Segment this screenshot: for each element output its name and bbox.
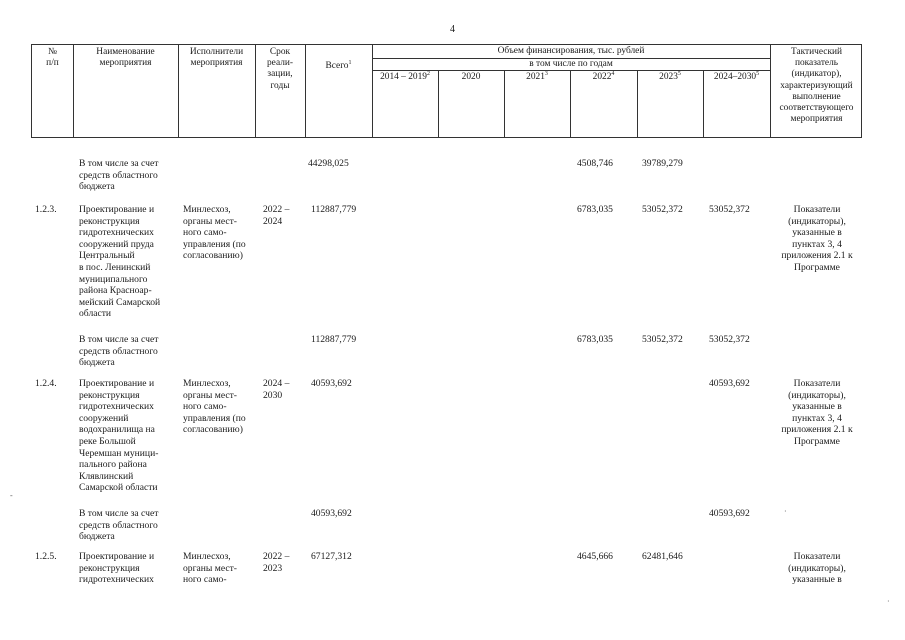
row-exec: Минлесхоз, органы мест- ного само- [183, 551, 237, 586]
row-total: 112887,779 [311, 334, 357, 345]
header-name: Наименование мероприятия [96, 47, 155, 69]
row-no: 1.2.5. [35, 551, 57, 562]
row-indicator: Показатели (индикаторы), указанные в пунктах 3, 4 приложения 2.1 к Программе [781, 378, 853, 447]
row-total: 67127,312 [311, 551, 352, 562]
row-2022: 4645,666 [577, 551, 613, 562]
header-year-2014: 2014 – 2019$^2$ [380, 71, 430, 82]
row-2024-2030: 53052,372 [709, 334, 750, 345]
row-term: 2022 – 2023 [263, 551, 290, 574]
scan-speck: · [784, 507, 787, 516]
row-2023: 39789,279 [642, 158, 683, 169]
row-2023: 53052,372 [642, 204, 683, 215]
row-total: 44298,025 [308, 158, 349, 169]
scan-speck: · [887, 597, 890, 606]
row-2022: 6783,035 [577, 204, 613, 215]
row-2023: 62481,646 [642, 551, 683, 562]
header-term: Срок реали- зации, годы [266, 47, 294, 91]
row-no: 1.2.4. [35, 378, 57, 389]
row-2024-2030: 40593,692 [709, 508, 750, 519]
header-total: Всего$^1$ [325, 60, 352, 71]
header-year-2023: 2023$^5$ [659, 71, 681, 82]
row-total: 112887,779 [311, 204, 357, 215]
header-year-2024-2030: 2024–2030$^5$ [713, 71, 760, 82]
header-by-years: в том числе по годам [529, 59, 613, 69]
page-number: 4 [450, 24, 455, 35]
row-term: 2022 – 2024 [263, 204, 290, 227]
row-2023: 53052,372 [642, 334, 683, 345]
row-name: Проектирование и реконструкция гидротехнических [79, 551, 155, 586]
header-year-2022: 2022$^4$ [592, 71, 615, 82]
header-exec: Исполнители мероприятия [189, 47, 244, 69]
row-2022: 6783,035 [577, 334, 613, 345]
row-2022: 4508,746 [577, 158, 613, 169]
header-year-2020: 2020 [461, 72, 481, 82]
row-name: Проектирование и реконструкция гидротехнических сооружений пруда Центральный в пос. Ленинский муниципального района Красноар- мейский Самарской области [79, 204, 161, 320]
row-indicator: Показатели (индикаторы), указанные в [788, 551, 846, 586]
row-exec: Минлесхоз, органы мест- ного само- управления (по согласованию) [183, 378, 246, 436]
row-name: В том числе за счет средств областного бюджета [79, 334, 159, 369]
row-total: 40593,692 [311, 378, 352, 389]
row-name: В том числе за счет средств областного бюджета [79, 508, 159, 543]
row-exec: Минлесхоз, органы мест- ного само- управления (по согласованию) [183, 204, 246, 262]
row-name: В том числе за счет средств областного бюджета [79, 158, 159, 193]
row-2024-2030: 53052,372 [709, 204, 750, 215]
header-funding: Объем финансирования, тыс. рублей [497, 46, 645, 56]
header-year-2021: 2021$^3$ [526, 71, 548, 82]
row-name: Проектирование и реконструкция гидротехнических сооружений водохранилища на реке Большой Черемшан муници- пального района Клявлинский Самарской области [79, 378, 159, 494]
header-indicator: Тактический показатель (индикатор), характеризующий выполнение соответствующего мероприятия [779, 47, 854, 125]
row-total: 40593,692 [311, 508, 352, 519]
row-indicator: Показатели (индикаторы), указанные в пунктах 3, 4 приложения 2.1 к Программе [781, 204, 853, 273]
scan-speck: - [10, 491, 13, 500]
header-no: № п/п [46, 47, 59, 69]
row-2024-2030: 40593,692 [709, 378, 750, 389]
table-header [31, 44, 862, 138]
row-term: 2024 – 2030 [263, 378, 290, 401]
row-no: 1.2.3. [35, 204, 57, 215]
